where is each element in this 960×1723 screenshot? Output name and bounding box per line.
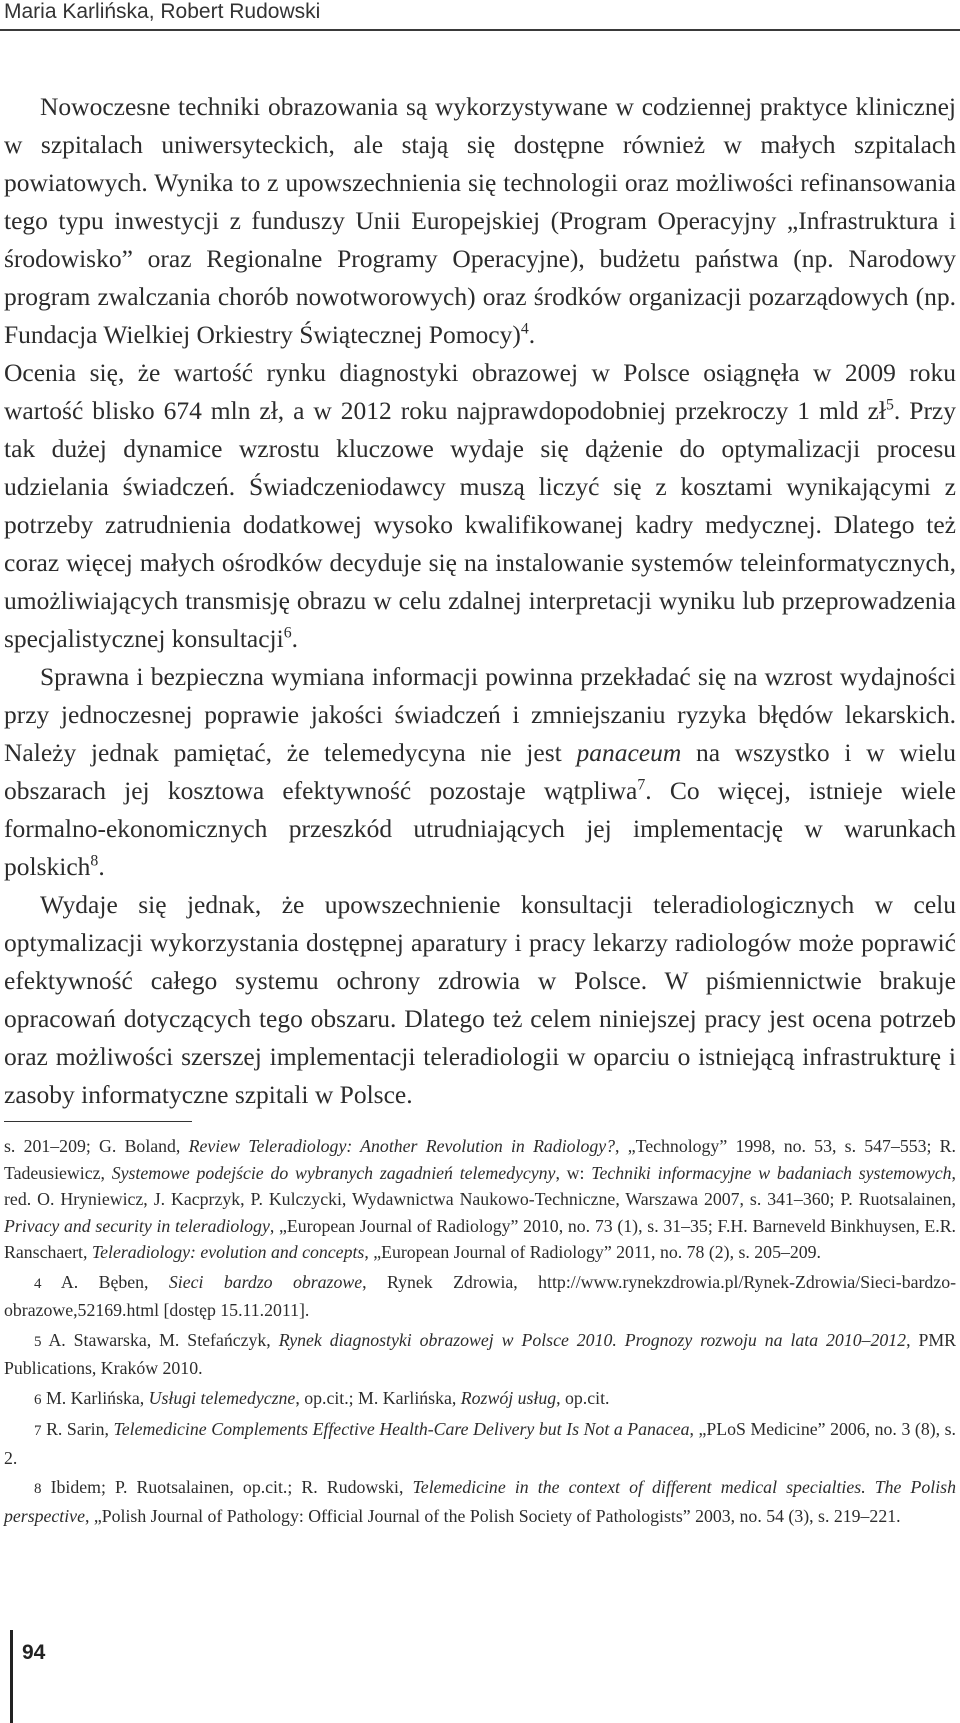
text-run: . <box>98 852 105 881</box>
fn-title: Review Teleradiology: Another Revolution in Radiology? <box>188 1136 616 1156</box>
footnote-6 <box>4 1385 956 1414</box>
footnote-ref-5[interactable]: 5 <box>886 396 894 414</box>
fn-text: , w: <box>555 1162 592 1183</box>
text-run: . Co więcej, istnieje wiele formalno-ekonomicznych przeszkód utrudniających jej implementację w warunkach polskich <box>4 776 956 881</box>
page-number-bar <box>10 1630 13 1723</box>
footnote-4 <box>4 1269 956 1324</box>
footnote-ref-8[interactable]: 8 <box>90 852 99 870</box>
footnote-number: 8 <box>34 1481 42 1497</box>
running-header-authors: Maria Karlińska, Robert Rudowski <box>4 0 321 23</box>
fn-text: M. Karlińska, <box>41 1387 149 1408</box>
fn-title: Privacy and security in teleradiology <box>4 1215 270 1236</box>
footnote-8 <box>4 1474 956 1529</box>
fn-title: Systemowe podejście do wybranych zagadnień telemedycyny <box>111 1162 556 1183</box>
fn-title: Rynek diagnostyki obrazowej w Polsce 2010. Prognozy rozwoju na lata 2010–2012 <box>278 1329 907 1350</box>
fn-text: , „European Journal of Radiology” 2011, no. 78 (2), s. 205–209. <box>364 1242 821 1262</box>
footnote-number: 7 <box>34 1423 42 1439</box>
fn-text: , red. O. Hryniewicz, J. Kacprzyk, P. Kulczycki, Wydawnictwa Naukowo-Techniczne, Warszawa 2007, s. 341–360; P. Ruotsalainen, <box>4 1162 956 1209</box>
fn-text: , „Polish Journal of Pathology: Official Journal of the Polish Society of Pathologists” 2003, no. 54 (3), s. 219–221. <box>84 1505 901 1526</box>
text-run: . <box>528 320 536 349</box>
main-text <box>4 88 956 1114</box>
fn-text: Ibidem; P. Ruotsalainen, op.cit.; R. Rudowski, <box>41 1477 413 1497</box>
text-run: . <box>291 624 298 653</box>
footnote-number: 5 <box>34 1333 42 1350</box>
page-number: 94 <box>22 1641 46 1664</box>
footnote-number: 4 <box>34 1275 42 1292</box>
fn-title: Techniki informacyjne w badaniach systemowych <box>591 1162 952 1183</box>
paragraph-2 <box>4 658 956 886</box>
fn-text: , „Technology” 1998, no. 53, s. 547–553; R. Tadeusiewicz, <box>4 1136 956 1183</box>
fn-title: Usługi telemedyczne <box>148 1387 296 1408</box>
fn-text: , op.cit.; M. Karlińska, <box>295 1387 461 1408</box>
fn-text: A. Bęben, <box>41 1271 169 1292</box>
footnotes <box>4 1133 956 1529</box>
text-run: Ocenia się, że wartość rynku diagnostyki obrazowej w Polsce osiągnęła w 2009 roku wartość blisko 674 mln zł, a w 2012 roku najprawdopodobniej przekroczy 1 mld zł <box>4 358 956 425</box>
text-run: Sprawna i bezpieczna wymiana informacji powinna przekładać się na wzrost wydajności przy jednoczesnej poprawie jakości świadczeń i zmniejszaniu ryzyka błędów lekarskich. Należy jednak pamiętać, że telemedycyna nie jest <box>4 662 956 767</box>
footnote-7 <box>4 1416 956 1471</box>
fn-title: Sieci bardzo obrazowe <box>168 1271 363 1292</box>
footnote-ref-4[interactable]: 4 <box>520 320 529 338</box>
footnote-5 <box>4 1327 956 1382</box>
fn-text: , op.cit. <box>556 1387 610 1408</box>
footnote-continuation <box>4 1133 956 1266</box>
fn-text: , PMR Publications, Kraków 2010. <box>4 1329 956 1378</box>
footnote-divider <box>4 1121 192 1122</box>
paragraph-3: Wydaje się jednak, że upowszechnienie konsultacji teleradiologicznych w celu optymalizacji wykorzystania dostępnej aparatury i pracy lekarzy radiologów może poprawić efektywność całego systemu ochrony zdrowia w Polsce. W piśmiennictwie brakuje opracowań dotyczących tego obszaru. Dlatego też celem niniejszej pracy jest ocena potrzeb oraz możliwości szerszej implementacji teleradiologii w oparciu o istniejącą infrastrukturę i zasoby informatyczne szpitali w Polsce. <box>4 890 956 1109</box>
footnote-number: 6 <box>34 1391 42 1408</box>
fn-title: Teleradiology: evolution and concepts <box>91 1242 365 1262</box>
paragraph-1 <box>4 88 956 658</box>
italic-term: panaceum <box>576 738 682 767</box>
fn-text: s. 201–209; G. Boland, <box>4 1136 189 1156</box>
fn-text: , „PLoS Medicine” 2006, no. 3 (8), s. 2. <box>4 1419 957 1468</box>
fn-text: A. Stawarska, M. Stefańczyk, <box>41 1329 279 1350</box>
fn-title: Telemedicine Complements Effective Health-Care Delivery but Is Not a Panacea <box>113 1419 690 1439</box>
fn-text: R. Sarin, <box>41 1419 114 1439</box>
text-run: Nowoczesne techniki obrazowania są wykorzystywane w codziennej praktyce klinicznej w szpitalach uniwersyteckich, ale stają się dostępne również w małych szpitalach powiatowych. Wynika to z upowszechnienia się technologii oraz możliwości refinansowania tego typu inwestycji z funduszy Unii Europejskiej (Program Operacyjny „Infrastruktura i środowisko” oraz Regionalne Programy Operacyjne), budżetu państwa (np. Narodowy program zwalczania chorób nowotworowych) oraz środków organizacji pozarządowych (np. Fundacja Wielkiej Orkiestry Świątecznej Pomocy) <box>4 92 956 349</box>
fn-text: , Rynek Zdrowia, http://www.rynekzdrowia.pl/Rynek-Zdrowia/Sieci-bardzo-obrazowe,52169.html [dostęp 15.11.2011]. <box>4 1271 957 1320</box>
text-run: . Przy tak dużej dynamice wzrostu kluczowe wydaje się dążenie do optymalizacji procesu udzielania świadczeń. Świadczeniodawcy muszą liczyć się z kosztami wynikającymi z potrzeby zatrudnienia dodatkowej wysoko kwalifikowanej kadry medycznej. Dlatego też coraz więcej małych ośrodków decyduje się na instalowanie systemów teleinformatycznych, umożliwiających transmisję obrazu w celu zdalnej interpretacji wyniku lub przeprowadzenia specjalistycznej konsultacji <box>4 396 956 653</box>
footnote-ref-7[interactable]: 7 <box>637 776 646 794</box>
fn-title: Rozwój usług <box>460 1387 557 1408</box>
fn-title: Telemedicine in the context of different medical specialties. The Polish perspective <box>4 1477 956 1526</box>
header-divider <box>0 29 960 31</box>
footnote-ref-6[interactable]: 6 <box>283 624 292 642</box>
text-run: na wszystko i w wielu obszarach jej kosztowa efektywność pozostaje wątpliwa <box>4 738 956 805</box>
fn-text: , „European Journal of Radiology” 2010, no. 73 (1), s. 31–35; F.H. Barneveld Binkhuysen, E.R. Ranschaert, <box>4 1215 956 1262</box>
